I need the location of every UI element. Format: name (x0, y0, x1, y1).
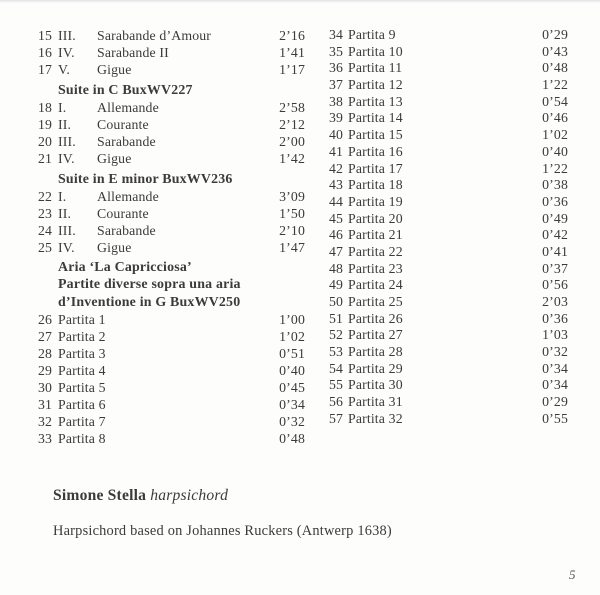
track-number: 36 (329, 60, 344, 76)
track-title: Partita 30 (348, 377, 403, 393)
track-row (38, 396, 305, 413)
track-title: Sarabande (97, 222, 156, 238)
track-row (329, 27, 568, 44)
track-time: 1’22 (542, 77, 568, 93)
track-row (329, 377, 568, 394)
movement-numeral: III. (58, 28, 76, 43)
track-number: 19 (38, 116, 53, 132)
track-number: 38 (329, 93, 344, 109)
track-body (58, 311, 279, 328)
track-time: 0’54 (542, 93, 568, 109)
track-title: Gigue (97, 239, 132, 255)
track-time: 0’42 (542, 227, 568, 243)
track-title: Partita 22 (348, 243, 403, 259)
track-title: Sarabande (97, 133, 156, 149)
page-number: 5 (569, 567, 576, 582)
track-time: 1’03 (542, 327, 568, 343)
track-time: 0’36 (542, 310, 568, 326)
track-body (58, 150, 279, 167)
track-body (58, 27, 279, 44)
track-row (38, 61, 305, 78)
track-time: 0’29 (542, 394, 568, 410)
track-time: 1’42 (279, 151, 305, 167)
track-row (38, 205, 305, 222)
track-title: Partita 16 (348, 143, 403, 159)
track-row (38, 239, 305, 256)
tracklist-right-column (329, 27, 568, 428)
track-time: 1’50 (279, 205, 305, 221)
track-row (38, 328, 305, 345)
track-row (38, 44, 305, 61)
track-time: 0’51 (279, 345, 305, 361)
track-time: 0’34 (279, 397, 305, 413)
track-number: 56 (329, 394, 344, 410)
track-number: 32 (38, 414, 53, 430)
section-heading-line: Aria ‘La Capricciosa’ (58, 260, 192, 276)
track-row (38, 99, 305, 116)
track-number: 22 (38, 188, 53, 204)
track-body (58, 188, 279, 205)
track-number: 44 (329, 193, 344, 209)
track-title: Partita 32 (348, 410, 403, 426)
track-body (348, 161, 542, 178)
track-body (348, 94, 542, 111)
section-heading-line: Suite in E minor BuxWV236 (58, 171, 233, 187)
track-body (348, 110, 542, 127)
track-time: 1’47 (279, 239, 305, 255)
track-time: 1’00 (279, 311, 305, 327)
track-title: Partita 7 (58, 414, 106, 430)
track-body (348, 177, 542, 194)
track-time: 0’37 (542, 260, 568, 276)
track-time: 0’40 (279, 362, 305, 378)
track-title: Allemande (97, 99, 159, 115)
track-body (58, 61, 279, 78)
track-number: 28 (38, 345, 53, 361)
track-number: 51 (329, 310, 344, 326)
track-row (38, 362, 305, 379)
track-title: Partita 21 (348, 227, 403, 243)
track-title: Partita 26 (348, 310, 403, 326)
track-number: 45 (329, 210, 344, 226)
track-number: 17 (38, 62, 53, 78)
track-title: Partita 31 (348, 394, 403, 410)
track-title: Partita 12 (348, 77, 403, 93)
track-row (329, 127, 568, 144)
track-row (38, 150, 305, 167)
track-time: 2’10 (279, 222, 305, 238)
track-body (58, 239, 279, 256)
track-time: 2’16 (279, 28, 305, 43)
track-title: Partita 8 (58, 431, 106, 447)
movement-numeral: II. (58, 116, 72, 132)
track-number: 16 (38, 45, 53, 61)
track-body (348, 261, 542, 278)
track-body (348, 294, 542, 311)
track-row (329, 361, 568, 378)
track-body (348, 211, 542, 228)
track-time: 0’32 (542, 344, 568, 360)
track-title: Partita 2 (58, 328, 106, 344)
track-time: 1’22 (542, 160, 568, 176)
track-title: Partita 17 (348, 160, 403, 176)
track-row (329, 194, 568, 211)
track-title: Partita 6 (58, 397, 106, 413)
section-heading-line: Partite diverse sopra una aria (58, 277, 241, 293)
track-number: 25 (38, 239, 53, 255)
performer-name: Simone Stella (53, 487, 147, 504)
track-number: 15 (38, 28, 53, 43)
track-time: 0’34 (542, 377, 568, 393)
track-title: Partita 14 (348, 110, 403, 126)
track-number: 20 (38, 133, 53, 149)
track-time: 1’41 (279, 45, 305, 61)
track-number: 43 (329, 177, 344, 193)
track-body (348, 394, 542, 411)
track-time: 0’32 (279, 414, 305, 430)
track-row (329, 411, 568, 428)
performer-instrument: harpsichord (150, 487, 229, 504)
track-row (329, 144, 568, 161)
track-body (348, 377, 542, 394)
track-time: 0’34 (542, 360, 568, 376)
track-number: 52 (329, 327, 344, 343)
track-body (348, 127, 542, 144)
track-title: Partita 18 (348, 177, 403, 193)
movement-numeral: IV. (58, 45, 75, 61)
track-number: 41 (329, 143, 344, 159)
track-row (329, 311, 568, 328)
track-number: 27 (38, 328, 53, 344)
track-body (58, 362, 279, 379)
track-row (38, 133, 305, 150)
track-title: Partita 25 (348, 294, 403, 309)
track-time: 0’43 (542, 43, 568, 59)
track-number: 39 (329, 110, 344, 126)
track-number: 53 (329, 344, 344, 360)
track-body (58, 345, 279, 362)
track-time: 0’48 (279, 431, 305, 447)
track-row (38, 311, 305, 328)
track-time: 0’49 (542, 210, 568, 226)
movement-numeral: IV. (58, 151, 75, 167)
track-body (58, 133, 279, 150)
track-row (38, 27, 305, 44)
track-title: Gigue (97, 62, 132, 78)
track-number: 47 (329, 243, 344, 259)
track-row (38, 188, 305, 205)
section-heading (38, 82, 305, 99)
tracklist-left-column (38, 27, 305, 447)
track-number: 23 (38, 205, 53, 221)
track-row (329, 94, 568, 111)
track-time: 0’56 (542, 277, 568, 293)
track-title: Allemande (97, 188, 159, 204)
track-time: 0’48 (542, 60, 568, 76)
track-title: Sarabande II (97, 45, 169, 61)
track-time: 0’29 (542, 27, 568, 42)
track-body (58, 396, 279, 413)
track-number: 54 (329, 360, 344, 376)
track-body (58, 205, 279, 222)
track-body (348, 344, 542, 361)
track-title: Partita 9 (348, 27, 396, 42)
track-body (348, 277, 542, 294)
track-title: Partita 5 (58, 380, 106, 396)
track-row (329, 211, 568, 228)
track-body (348, 144, 542, 161)
track-row (329, 110, 568, 127)
track-title: Courante (97, 205, 149, 221)
track-title: Partita 3 (58, 345, 106, 361)
track-number: 40 (329, 127, 344, 143)
track-number: 29 (38, 362, 53, 378)
track-time: 1’17 (279, 62, 305, 78)
track-row (329, 244, 568, 261)
track-body (58, 430, 279, 447)
track-row (38, 116, 305, 133)
track-row (329, 44, 568, 61)
movement-numeral: V. (58, 62, 70, 78)
track-body (58, 328, 279, 345)
track-time: 2’58 (279, 99, 305, 115)
track-body (348, 311, 542, 328)
track-row (329, 177, 568, 194)
track-number: 31 (38, 397, 53, 413)
track-body (58, 222, 279, 239)
track-row (329, 161, 568, 178)
track-time: 1’02 (279, 328, 305, 344)
track-number: 48 (329, 260, 344, 276)
section-heading-line: Suite in C BuxWV227 (58, 82, 193, 98)
track-title: Partita 19 (348, 193, 403, 209)
track-row (329, 344, 568, 361)
track-title: Partita 27 (348, 327, 403, 343)
track-body (348, 194, 542, 211)
track-title: Sarabande d’Amour (97, 28, 212, 43)
track-body (58, 379, 279, 396)
track-number: 34 (329, 27, 344, 42)
track-time: 0’38 (542, 177, 568, 193)
track-row (38, 413, 305, 430)
movement-numeral: III. (58, 133, 76, 149)
track-body (348, 44, 542, 61)
track-row (329, 227, 568, 244)
track-number: 42 (329, 160, 344, 176)
movement-numeral: III. (58, 222, 76, 238)
movement-numeral: I. (58, 99, 67, 115)
track-row (329, 261, 568, 278)
track-title: Partita 4 (58, 362, 106, 378)
track-body (348, 60, 542, 77)
track-row (329, 394, 568, 411)
track-row (329, 60, 568, 77)
track-time: 0’55 (542, 410, 568, 426)
track-title: Courante (97, 116, 149, 132)
track-body (348, 361, 542, 378)
track-title: Partita 10 (348, 43, 403, 59)
track-body (348, 77, 542, 94)
scan-top-edge-artifact (0, 0, 600, 3)
track-time: 0’40 (542, 143, 568, 159)
movement-numeral: II. (58, 205, 72, 221)
track-body (348, 27, 542, 44)
track-row (329, 294, 568, 311)
track-body (348, 327, 542, 344)
track-time: 2’12 (279, 116, 305, 132)
track-number: 50 (329, 294, 344, 309)
track-number: 18 (38, 99, 53, 115)
movement-numeral: I. (58, 188, 67, 204)
track-row (38, 222, 305, 239)
track-number: 21 (38, 151, 53, 167)
section-heading (38, 259, 305, 310)
performer-credit (53, 487, 228, 505)
track-row (329, 327, 568, 344)
track-time: 3’09 (279, 188, 305, 204)
track-number: 37 (329, 77, 344, 93)
track-body (348, 411, 542, 428)
instrument-note: Harpsichord based on Johannes Ruckers (Antwerp 1638) (53, 523, 392, 539)
track-number: 35 (329, 43, 344, 59)
section-heading-line: d’Inventione in G BuxWV250 (58, 294, 241, 310)
track-row (38, 379, 305, 396)
track-row (329, 77, 568, 94)
track-number: 30 (38, 380, 53, 396)
track-title: Partita 29 (348, 360, 403, 376)
track-number: 55 (329, 377, 344, 393)
track-body (58, 413, 279, 430)
track-number: 46 (329, 227, 344, 243)
track-body (348, 244, 542, 261)
track-time: 0’41 (542, 243, 568, 259)
track-number: 49 (329, 277, 344, 293)
track-time: 2’00 (279, 133, 305, 149)
track-body (58, 116, 279, 133)
track-title: Partita 20 (348, 210, 403, 226)
track-body (58, 99, 279, 116)
track-title: Gigue (97, 151, 132, 167)
track-row (329, 277, 568, 294)
track-time: 1’02 (542, 127, 568, 143)
track-number: 26 (38, 311, 53, 327)
track-number: 33 (38, 431, 53, 447)
track-body (58, 44, 279, 61)
movement-numeral: IV. (58, 239, 75, 255)
track-title: Partita 11 (348, 60, 403, 76)
track-row (38, 430, 305, 447)
track-number: 24 (38, 222, 53, 238)
track-time: 0’46 (542, 110, 568, 126)
track-body (348, 227, 542, 244)
track-title: Partita 13 (348, 93, 403, 109)
track-title: Partita 28 (348, 344, 403, 360)
track-time: 2’03 (542, 294, 568, 309)
track-title: Partita 23 (348, 260, 403, 276)
track-time: 0’36 (542, 193, 568, 209)
track-title: Partita 24 (348, 277, 403, 293)
track-title: Partita 1 (58, 311, 106, 327)
section-heading (38, 171, 305, 188)
track-time: 0’45 (279, 380, 305, 396)
track-title: Partita 15 (348, 127, 403, 143)
track-row (38, 345, 305, 362)
track-number: 57 (329, 410, 344, 426)
